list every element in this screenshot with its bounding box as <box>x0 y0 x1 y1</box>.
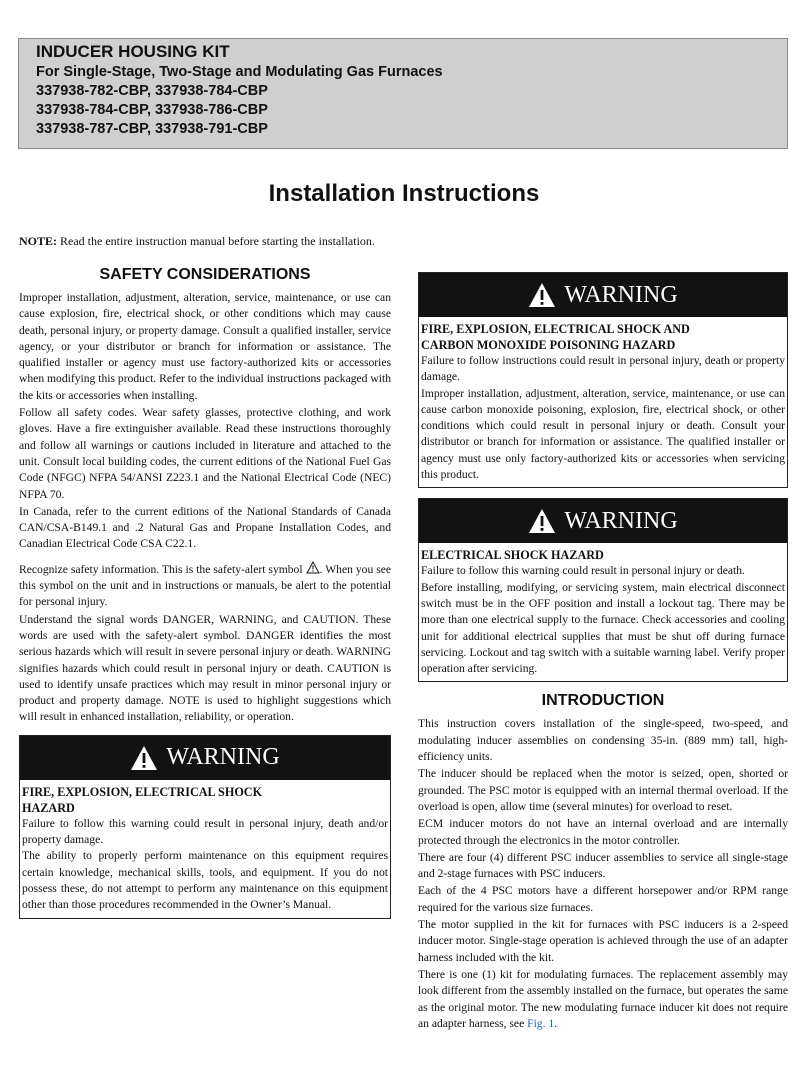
safety-alert-symbol-icon <box>306 561 320 574</box>
warning-box-co-poisoning <box>418 272 788 488</box>
intro-paragraph: This instruction covers installation of the single-speed, two-speed, and modulating inducer assemblies on condensing 35-in. (889 mm) tall, high-efficiency units. <box>418 717 788 764</box>
intro-paragraph: ECM inducer motors do not have an internal overload and are internally protected through the electronics in the motor controller. <box>418 817 788 847</box>
right-column <box>418 272 788 1033</box>
intro-text-end: . <box>554 1016 558 1030</box>
warning-label: WARNING <box>166 744 280 771</box>
intro-paragraph: The motor supplied in the kit for furnaces with PSC inducers is a 2-speed inducer motor. Single-stage operation is achieved through the use of an adapter harness included with the kit. <box>418 918 788 964</box>
document-header <box>18 38 788 149</box>
warning-paragraph: Before installing, modifying, or servicing system, main electrical disconnect switch must be in the OFF position and install a lockout tag. There may be more than one electrical supply to the furnace. Check accessories and cooling unit for additional electrical supplies that must be shut off during furnace servicing. Lockout and tag switch with a suitable warning label. Verify proper operation after servicing. <box>421 580 785 676</box>
page-title: Installation Instructions <box>268 180 540 207</box>
warning-paragraph: Failure to follow this warning could result in personal injury or death. <box>421 564 745 578</box>
warning-paragraph: Failure to follow instructions could result in personal injury, death or property damage. <box>421 354 785 384</box>
warning-paragraph: Failure to follow this warning could result in personal injury, death and/or property damage. <box>22 816 388 847</box>
warning-banner <box>419 499 787 543</box>
warning-box-electrical-shock <box>418 498 788 682</box>
warning-label: WARNING <box>564 507 678 534</box>
intro-paragraph: There are four (4) different PSC inducer assemblies to service all single-stage and 2-stage furnaces with PSC inducers. <box>418 850 788 881</box>
intro-paragraph <box>418 967 788 1032</box>
model-numbers-line: 337938-784-CBP, 337938-786-CBP <box>36 102 268 118</box>
left-column <box>19 266 391 919</box>
model-numbers-line: 337938-782-CBP, 337938-784-CBP <box>36 83 268 99</box>
note-label: NOTE: <box>19 234 58 248</box>
safety-paragraph: Improper installation, adjustment, alteration, service, maintenance, or use can cause explosion, fire, electrical shock, or other conditions which may cause death, personal injury, or property damage. Consult a qualified installer, service agency, or your distributor or branch for information or assistance. The qualified installer or agency must use factory-authorized kits or accessories when modifying this product. Refer to the individual instructions packaged with the kits or accessories when installing. <box>19 291 391 402</box>
svg-text:!: ! <box>311 564 314 574</box>
warning-box-fire-explosion <box>19 735 391 919</box>
warning-subtitle: FIRE, EXPLOSION, ELECTRICAL SHOCK <box>22 784 263 799</box>
safety-alert-text-b: . When you see this symbol on the unit and in instructions or manuals, be alert to the potential for personal injury. <box>19 562 392 609</box>
warning-paragraph: Improper installation, adjustment, alteration, service, maintenance, or use can cause carbon monoxide poisoning, explosion, fire, electrical shock, or other conditions which could result in personal injury or death. Consult your distributor or branch for information or assistance. The qualified installer or agency must use only factory-authorized kits or accessories when servicing this product. <box>421 386 785 482</box>
intro-paragraph: The inducer should be replaced when the motor is seized, open, shorted or grounded. The PSC motor is equipped with an internal thermal overload. If the overload is open, allow time (several minutes) for overload to reset. <box>418 767 788 813</box>
safety-paragraph: In Canada, refer to the current editions of the National Standards of Canada CAN/CSA-B149.1 and .2 Natural Gas and Propane Installation Codes, and Canadian Electrical Code CSA C22.1. <box>19 504 391 551</box>
figure-1-link[interactable]: Fig. 1 <box>527 1016 555 1030</box>
safety-alert-paragraph <box>19 561 391 611</box>
warning-body <box>20 780 390 918</box>
warning-banner <box>419 273 787 317</box>
warning-triangle-icon <box>528 508 556 534</box>
warning-banner <box>20 736 390 780</box>
intro-text: There is one (1) kit for modulating furnaces. The replacement assembly may look different from the assembly installed on the furnace, but operates the same as the original motor. The new modulating furnace inducer kit does not require an adapter harness, see <box>418 967 788 1030</box>
note-line <box>19 234 375 249</box>
safety-paragraph: Understand the signal words DANGER, WARNING, and CAUTION. These words are used with the safety-alert symbol. DANGER identifies the most serious hazards which will result in severe personal injury or death. WARNING signifies hazards which could result in personal injury or death. CAUTION is used to identify unsafe practices which may result in minor personal injury or product and property damage. NOTE is used to highlight suggestions which will result in enhanced installation, reliability, or operation. <box>19 612 391 724</box>
warning-label: WARNING <box>564 281 678 308</box>
warning-subtitle: FIRE, EXPLOSION, ELECTRICAL SHOCK AND <box>421 322 690 336</box>
introduction-heading: INTRODUCTION <box>541 692 665 710</box>
kit-subtitle: For Single-Stage, Two-Stage and Modulating Gas Furnaces <box>36 64 443 80</box>
safety-heading: SAFETY CONSIDERATIONS <box>99 266 311 283</box>
warning-subtitle: HAZARD <box>22 800 75 815</box>
warning-triangle-icon <box>130 745 158 771</box>
warning-subtitle: CARBON MONOXIDE POISONING HAZARD <box>421 338 676 352</box>
safety-alert-text-a: Recognize safety information. This is the safety-alert symbol <box>19 562 306 576</box>
warning-body <box>419 317 787 487</box>
warning-triangle-icon <box>528 282 556 308</box>
note-text: Read the entire instruction manual before starting the installation. <box>57 234 375 248</box>
warning-paragraph: The ability to properly perform maintenance on this equipment requires certain knowledge, mechanical skills, tools, and equipment. If you do not possess these, do not attempt to perform any maintenance on this equipment other than those procedures recommended in the Owner’s Manual. <box>22 849 388 912</box>
model-numbers-line: 337938-787-CBP, 337938-791-CBP <box>36 121 268 137</box>
warning-body <box>419 543 787 681</box>
kit-title: INDUCER HOUSING KIT <box>36 42 230 61</box>
safety-paragraph: Follow all safety codes. Wear safety glasses, protective clothing, and work gloves. Have a fire extinguisher available. Read these instructions thoroughly and follow all warnings or cautions included in literature and attached to the unit. Consult local building codes, the current editions of the National Fuel Gas Code (NFGC) NFPA 54/ANSI Z223.1 and the National Electrical Code (NEC) NFPA 70. <box>19 406 391 501</box>
warning-subtitle: ELECTRICAL SHOCK HAZARD <box>421 548 604 563</box>
intro-paragraph: Each of the 4 PSC motors have a different horsepower and/or RPM range required for the various size furnaces. <box>418 884 788 914</box>
